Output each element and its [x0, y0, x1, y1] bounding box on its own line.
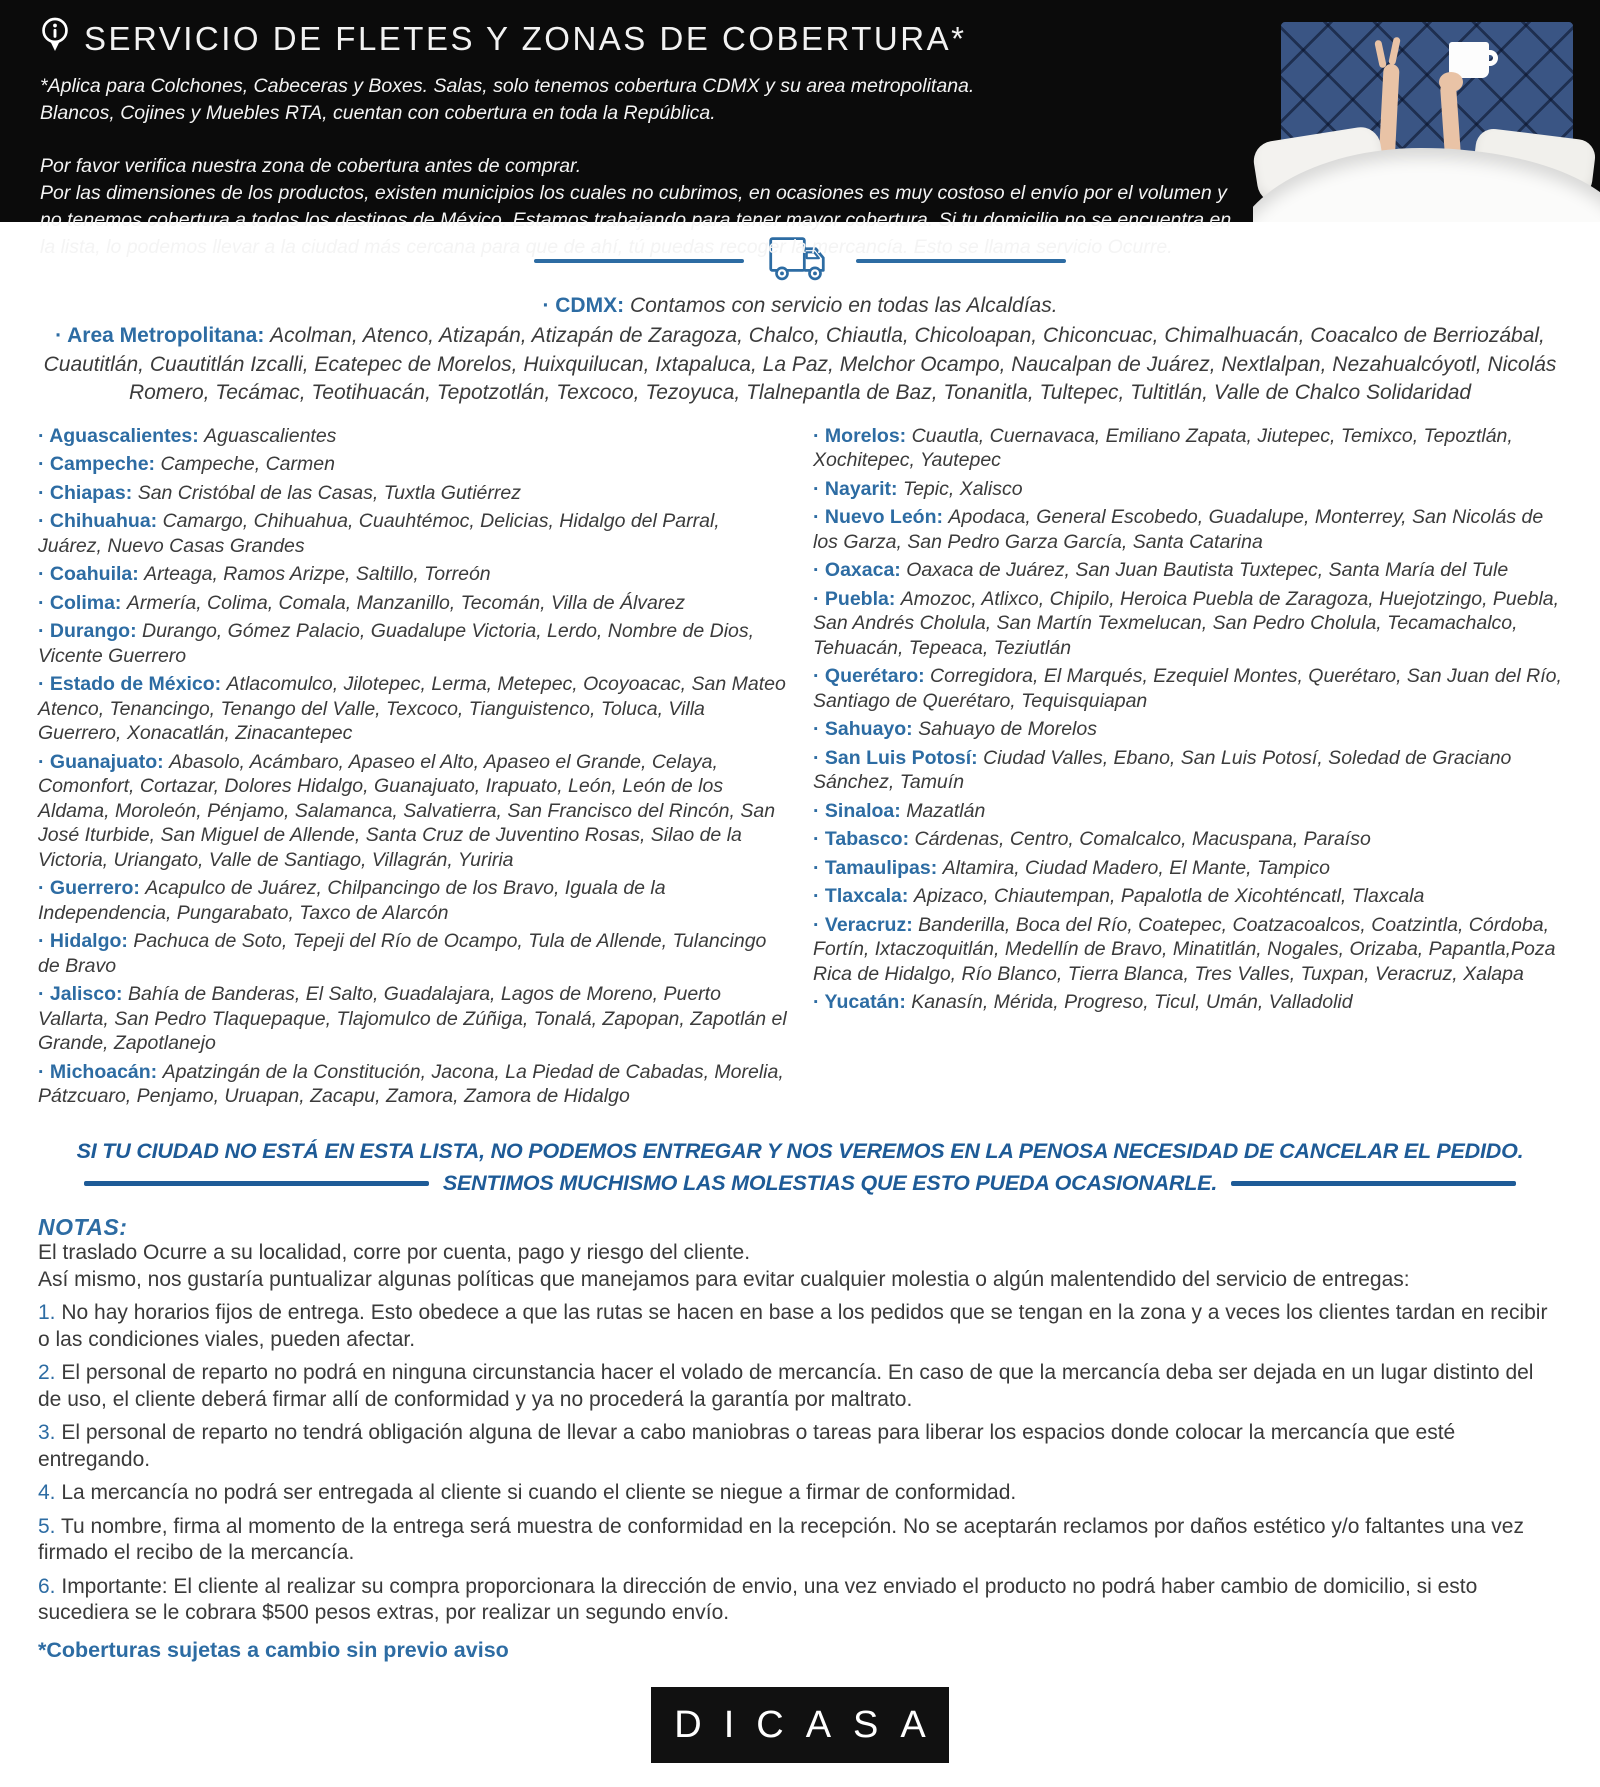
- state-name: · Tamaulipas:: [813, 856, 938, 879]
- state-name: · Estado de México:: [38, 673, 222, 695]
- metro-area-paragraph: [35, 322, 1565, 408]
- state-cities: Mazatlán: [906, 799, 986, 822]
- state-cities: Pachuca de Soto, Tepeji del Río de Ocampo, Tula de Allende, Tulancingo de Bravo: [38, 930, 767, 977]
- state-cities: Altamira, Ciudad Madero, El Mante, Tampico: [942, 856, 1330, 879]
- note-text: Importante: El cliente al realizar su compra proporcionara la dirección de envio, una vez enviado el producto no podrá haber cambio de domicilio, si esto sucediera se le cobrara $500 pesos extras, por realizar un segundo envío.: [38, 1574, 1478, 1624]
- state-entry-nayarit: [813, 477, 1562, 502]
- header-photo: [1253, 0, 1600, 222]
- state-entry-coahuila: [38, 562, 787, 587]
- state-cities: Oaxaca de Juárez, San Juan Bautista Tuxtepec, Santa María del Tule: [906, 559, 1509, 581]
- state-name: · Sinaloa:: [813, 799, 901, 822]
- warning-banner: [0, 1139, 1600, 1196]
- state-entry-morelos: [813, 424, 1562, 473]
- state-cities: Corregidora, El Marqués, Ezequiel Montes, Querétaro, San Juan del Río, Santiago de Querétaro, Tequisquiapan: [813, 665, 1562, 712]
- note-text: La mercancía no podrá ser entregada al cliente si cuando el cliente se niegue a firmar de conformidad.: [61, 1481, 1017, 1504]
- state-name: · Campeche:: [38, 453, 156, 475]
- metro-label: · Area Metropolitana:: [55, 324, 265, 347]
- state-cities: Cuautla, Cuernavaca, Emiliano Zapata, Jiutepec, Temixco, Tepoztlán, Xochitepec, Yautepec: [813, 424, 1513, 471]
- state-cities: Campeche, Carmen: [160, 453, 335, 475]
- state-name: · Durango:: [38, 620, 137, 642]
- state-name: · Coahuila:: [38, 563, 139, 585]
- state-entry-chihuahua: [38, 509, 787, 558]
- state-name: · Jalisco:: [38, 983, 123, 1005]
- state-cities: Aguascalientes: [204, 424, 337, 447]
- state-name: · Guanajuato:: [38, 750, 164, 773]
- state-cities: Apatzingán de la Constitución, Jacona, La Piedad de Cabadas, Morelia, Pátzcuaro, Penjamo, Uruapan, Zacapu, Zamora, Zamora de Hidalgo: [38, 1060, 784, 1107]
- state-entry-san-luis-potosi: [813, 746, 1562, 795]
- state-cities: Sahuayo de Morelos: [918, 718, 1097, 740]
- state-cities: Bahía de Banderas, El Salto, Guadalajara, Lagos de Moreno, Puerto Vallarta, San Pedro Tlaquepaque, Tlajomulco de Zúñiga, Tonalá, Zapopan, Zapotlán el Grande, Zapotlanejo: [38, 983, 787, 1054]
- state-cities: Ciudad Valles, Ebano, San Luis Potosí, Soledad de Graciano Sánchez, Tamuín: [813, 746, 1512, 793]
- notes-heading: NOTAS:: [38, 1213, 128, 1240]
- state-entry-tlaxcala: [813, 884, 1562, 909]
- state-entry-guanajuato: [38, 750, 787, 873]
- note-item-3: [38, 1420, 1562, 1473]
- coverage-column-left: [38, 424, 787, 1113]
- state-name: · Nuevo León:: [813, 506, 943, 528]
- note-number: 1.: [38, 1301, 56, 1324]
- warning-emphasis: SI TU CIUDAD NO ESTÁ EN ESTA LISTA,: [76, 1138, 485, 1163]
- notes-section: [0, 1214, 1600, 1664]
- page-title: SERVICIO DE FLETES Y ZONAS DE COBERTURA*: [84, 19, 967, 57]
- state-entry-colima: [38, 591, 787, 616]
- state-name: · Colima:: [38, 591, 122, 614]
- info-pin-icon: [40, 16, 70, 61]
- state-entry-veracruz: [813, 913, 1562, 987]
- state-cities: Camargo, Chihuahua, Cuauhtémoc, Delicias, Hidalgo del Parral, Juárez, Nuevo Casas Grandes: [38, 510, 720, 557]
- state-name: · Aguascalientes:: [38, 424, 199, 447]
- cdmx-label: · CDMX:: [542, 294, 625, 317]
- state-cities: Amozoc, Atlixco, Chipilo, Heroica Puebla de Zaragoza, Huejotzingo, Puebla, San Andrés Cholula, San Martín Texmelucan, San Pedro Cholula, Tecamachalco, Tehuacán, Tepeaca, Teziutlán: [813, 587, 1560, 659]
- state-entry-hidalgo: [38, 929, 787, 978]
- state-cities: San Cristóbal de las Casas, Tuxtla Gutiérrez: [137, 481, 521, 504]
- state-cities: Banderilla, Boca del Río, Coatepec, Coatzacoalcos, Coatzintla, Córdoba, Fortín, Ixtaczoquitlán, Medellín de Bravo, Minatitlán, Nogales, Orizaba, Papantla,Poza Rica de Hidalgo, Río Blanco, Tierra Blanca, Tres Valles, Tuxpan, Veracruz, Xalapa: [813, 913, 1556, 985]
- metro-cities: Acolman, Atenco, Atizapán, Atizapán de Zaragoza, Chalco, Chiautla, Chicoloapan, Chiconcuac, Chimalhuacán, Coacalco de Berriozábal, Cuautitlán, Cuautitlán Izcalli, Ecatepec de Morelos, Huixquilucan, Ixtapaluca, La Paz, Melchor Ocampo, Naucalpan de Juárez, Nextlalpan, Nezahualcóyotl, Nicolás Romero, Tecámac, Teotihuacán, Tepotzotlán, Texcoco, Tezoyuca, Tlalnepantla de Baz, Tonanitla, Tultepec, Tultitlán, Valle de Chalco Solidaridad: [43, 324, 1557, 404]
- note-item-5: [38, 1514, 1562, 1567]
- state-cities: Durango, Gómez Palacio, Guadalupe Victoria, Lerdo, Nombre de Dios, Vicente Guerrero: [38, 620, 755, 667]
- state-entry-jalisco: [38, 982, 787, 1056]
- note-text: El personal de reparto no tendrá obligación alguna de llevar a cabo maniobras o tareas para liberar los espacios donde colocar la mercancía que esté entregando.: [38, 1421, 1456, 1471]
- state-entry-sahuayo: [813, 717, 1562, 742]
- warning-rule-right: [1231, 1181, 1516, 1186]
- note-text: El personal de reparto no podrá en ninguna circunstancia hacer el volado de mercancía. En caso de que la mercancía deba ser dejada en un lugar distinto del de uso, el cliente deberá firmar allí de conformidad y ya no procederá la garantía por maltrato.: [38, 1361, 1534, 1411]
- header-subtitle-line1: *Aplica para Colchones, Cabeceras y Boxes. Salas, solo tenemos cobertura CDMX y su area metropolitana.: [40, 75, 975, 97]
- state-name: · Oaxaca:: [813, 559, 901, 581]
- state-cities: Kanasín, Mérida, Progreso, Ticul, Umán, Valladolid: [911, 991, 1353, 1013]
- state-entry-estado-de-mexico: [38, 672, 787, 746]
- note-number: 5.: [38, 1514, 56, 1538]
- state-entry-queretaro: [813, 664, 1562, 713]
- state-name: · Guerrero:: [38, 877, 140, 899]
- state-cities: Armería, Colima, Comala, Manzanillo, Tecomán, Villa de Álvarez: [126, 591, 685, 614]
- warning-emphasis: CANCELAR EL PEDIDO.: [1279, 1138, 1524, 1163]
- header-banner: [0, 0, 1600, 258]
- state-entry-oaxaca: [813, 558, 1562, 583]
- state-name: · Querétaro:: [813, 665, 925, 687]
- state-name: · Tlaxcala:: [813, 885, 909, 907]
- state-name: · Chihuahua:: [38, 510, 158, 532]
- state-name: · Hidalgo:: [38, 930, 128, 952]
- coverage-column-right: [813, 424, 1562, 1113]
- state-cities: Abasolo, Acámbaro, Apaseo el Alto, Apaseo el Grande, Celaya, Comonfort, Cortazar, Dolores Hidalgo, Guanajuato, Irapuato, León, León de los Aldama, Moroleón, Pénjamo, Salamanca, Salvatierra, San Francisco del Rincón, San José Iturbide, San Miguel de Allende, Santa Cruz de Juventino Rosas, Silao de la Victoria, Uriangato, Valle de Santiago, Villagrán, Yuriria: [38, 750, 776, 871]
- state-entry-chiapas: [38, 481, 787, 506]
- state-name: · Chiapas:: [38, 481, 133, 504]
- state-cities: Apodaca, General Escobedo, Guadalupe, Monterrey, San Nicolás de los Garza, San Pedro Garza García, Santa Catarina: [813, 506, 1544, 553]
- state-name: · Nayarit:: [813, 477, 898, 500]
- state-entry-tabasco: [813, 827, 1562, 852]
- state-cities: Atlacomulco, Jilotepec, Lerma, Metepec, Ocoyoacac, San Mateo Atenco, Tenancingo, Tenango del Valle, Texcoco, Tianguistenco, Toluca, Villa Guerrero, Xonacatlán, Zinacantepec: [38, 673, 786, 744]
- state-name: · Tabasco:: [813, 828, 910, 850]
- state-cities: Cárdenas, Centro, Comalcalco, Macuspana, Paraíso: [914, 828, 1371, 850]
- state-name: · Puebla:: [813, 587, 896, 610]
- header-subtitle: [40, 73, 1240, 261]
- note-number: 6.: [38, 1574, 56, 1598]
- state-entry-michoacan: [38, 1060, 787, 1109]
- state-entry-durango: [38, 619, 787, 668]
- warning-rule-left: [84, 1181, 429, 1186]
- header-coverage-note: Por las dimensiones de los productos, existen municipios los cuales no cubrimos, en ocasiones es muy costoso el envío por el volumen y no tenemos cobertura a todos los destinos de México. Estamos trabajando para tener mayor cobertura. Si tu domicilio no se encuentra en la lista, lo podemos llevar a la ciudad más cercana para que de ahí, tú puedas recoger la mercancía. Esto se llama servicio Ocurre.: [40, 182, 1232, 258]
- state-name: · San Luis Potosí:: [813, 746, 978, 769]
- state-name: · Yucatán:: [813, 991, 906, 1013]
- logo-container: [0, 1687, 1600, 1787]
- state-entry-nuevo-leon: [813, 505, 1562, 554]
- state-entry-aguascalientes: [38, 424, 787, 449]
- warning-line1: [0, 1139, 1600, 1164]
- coverage-disclaimer: *Coberturas sujetas a cambio sin previo aviso: [38, 1637, 509, 1662]
- notes-intro-line1: El traslado Ocurre a su localidad, corre por cuenta, pago y riesgo del cliente.: [38, 1241, 751, 1264]
- dicasa-logo: DICASA: [651, 1687, 949, 1763]
- warning-apology-text: SENTIMOS MUCHISMO LAS MOLESTIAS QUE ESTO PUEDA OCASIONARLE.: [442, 1170, 1218, 1195]
- header-verify-note: Por favor verifica nuestra zona de cobertura antes de comprar.: [40, 155, 582, 177]
- state-name: · Michoacán:: [38, 1060, 158, 1083]
- state-cities: Arteaga, Ramos Arizpe, Saltillo, Torreón: [144, 563, 491, 585]
- notes-intro-line2: Así mismo, nos gustaría puntualizar algunas políticas que manejamos para evitar cualquier molestia o algún malentendido del servicio de entregas:: [38, 1267, 1410, 1291]
- state-name: · Morelos:: [813, 424, 907, 447]
- cdmx-text: Contamos con servicio en todas las Alcaldías.: [629, 294, 1058, 317]
- note-text: No hay horarios fijos de entrega. Esto obedece a que las rutas se hacen en base a los pedidos que se tengan en la zona y a veces los clientes tardan en recibir o las condiciones viales, pueden afectar.: [38, 1301, 1548, 1351]
- state-cities: Apizaco, Chiautempan, Papalotla de Xicohténcatl, Tlaxcala: [913, 885, 1425, 907]
- warning-line2: [0, 1171, 1600, 1196]
- note-text: Tu nombre, firma al momento de la entrega será muestra de conformidad en la recepción. No se aceptarán reclamos por daños estético y/o faltantes una vez firmado el recibo de la mercancía.: [38, 1514, 1524, 1564]
- state-name: · Sahuayo:: [813, 718, 913, 740]
- note-item-4: [38, 1480, 1562, 1507]
- note-number: 3.: [38, 1421, 56, 1444]
- header-subtitle-line2: Blancos, Cojines y Muebles RTA, cuentan con cobertura en toda la República.: [40, 102, 716, 124]
- note-item-2: [38, 1360, 1562, 1413]
- state-entry-sinaloa: [813, 799, 1562, 824]
- note-number: 2.: [38, 1361, 56, 1384]
- note-number: 4.: [38, 1481, 56, 1504]
- state-entry-tamaulipas: [813, 856, 1562, 881]
- state-cities: Acapulco de Juárez, Chilpancingo de los Bravo, Iguala de la Independencia, Pungarabato, Taxco de Alarcón: [38, 877, 666, 924]
- state-entry-yucatan: [813, 990, 1562, 1015]
- note-item-1: [38, 1300, 1562, 1353]
- cdmx-line: [0, 292, 1600, 320]
- state-cities: Tepic, Xalisco: [902, 477, 1023, 500]
- state-name: · Veracruz:: [813, 913, 913, 936]
- state-entry-guerrero: [38, 876, 787, 925]
- state-entry-puebla: [813, 587, 1562, 661]
- coverage-columns: [0, 424, 1600, 1113]
- warning-text: NO PODEMOS ENTREGAR Y NOS VEREMOS EN LA PENOSA NECESIDAD DE: [484, 1138, 1280, 1163]
- state-entry-campeche: [38, 452, 787, 477]
- note-item-6: [38, 1574, 1562, 1627]
